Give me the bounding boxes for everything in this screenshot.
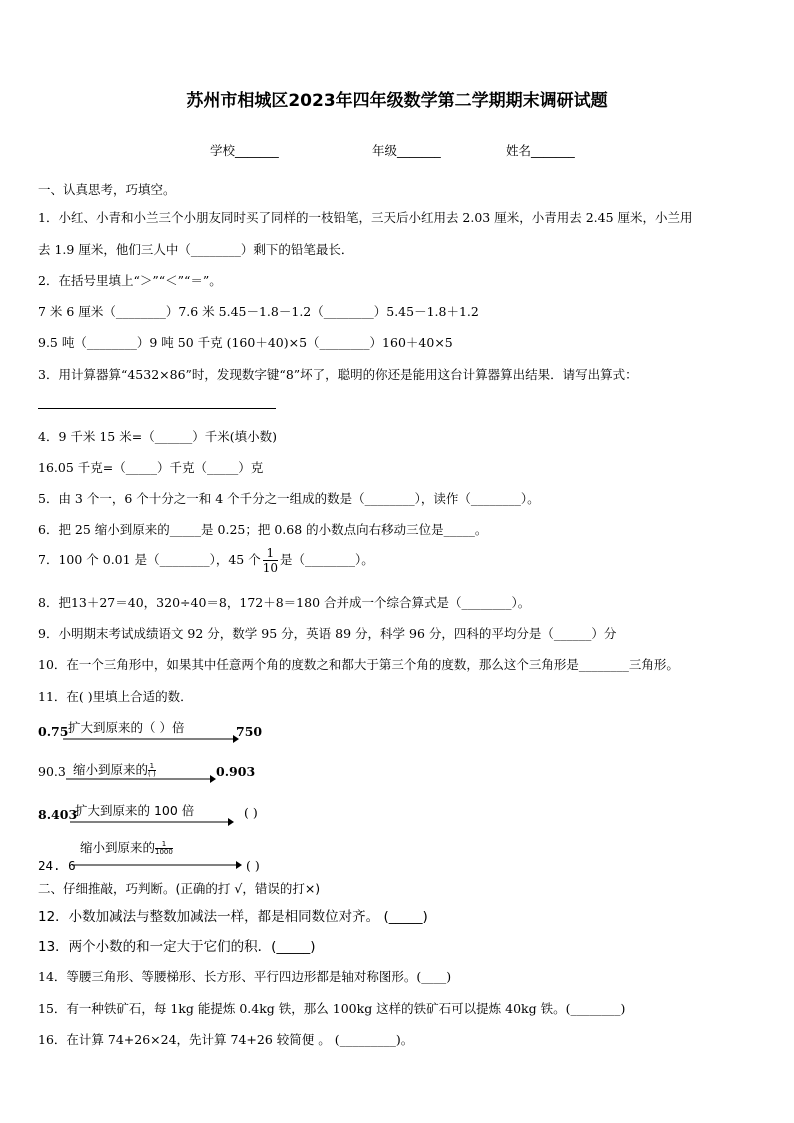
question-15: 15．有一种铁矿石，每 1kg 能提炼 0.4kg 铁，那么 100kg 这样的铁矿石可以提炼 40kg 铁。(________) [38,1001,626,1016]
school-field: 学校_______ [210,143,279,158]
name-field: 姓名_______ [506,143,575,158]
question-1-line-1: 1．小红、小青和小兰三个小朋友同时买了同样的一枝铅笔，三天后小红用去 2.03 厘米，小青用去 2.45 厘米，小兰用 [38,210,693,225]
arrow-1-icon [63,735,238,745]
question-2-row-2: 9.5 吨（________）9 吨 50 千克 (160＋40)×5（________）160＋40×5 [38,335,453,350]
arrow-2-fraction-num: 1 [149,762,155,770]
question-7-part-2: 是（________）。 [279,552,374,567]
question-12: 12．小数加减法与整数加减法一样，都是相同数位对齐。 (_____) [38,909,428,925]
question-13: 13．两个小数的和一定大于它们的积．(_____) [38,939,316,955]
arrow-4-label [80,838,173,856]
question-4-line-2: 16.05 千克=（_____）千克（_____）克 [38,460,264,475]
arrow-4-icon [72,861,247,871]
question-10: 10．在一个三角形中，如果其中任意两个角的度数之和都大于第三个角的度数，那么这个三角形是________三角形。 [38,657,679,672]
section-heading-1: 一、认真思考，巧填空。 [38,182,176,197]
question-2-row-1: 7 米 6 厘米（________）7.6 米 5.45－1.8－1.2（________）5.45－1.8＋1.2 [38,304,479,319]
grade-field: 年级_______ [372,143,441,158]
arrow-4-fraction [155,841,173,856]
arrow-4-to: ( ) [246,858,260,873]
arrow-4-label-text: 缩小到原来的 [80,840,156,855]
question-5: 5．由 3 个一，6 个十分之一和 4 个千分之一组成的数是（________），读作（________）。 [38,491,540,506]
arrow-2-fraction-den: ( ) [148,770,156,778]
question-7-part-1: 7．100 个 0.01 是（________），45 个 [38,552,261,567]
arrow-3-to: ( ) [244,805,258,820]
question-9: 9．小明期末考试成绩语文 92 分，数学 95 分，英语 89 分，科学 96 分，四科的平均分是（______）分 [38,626,617,641]
arrow-4-fraction-num: 1 [155,841,173,849]
arrow-3-from: 8.403 [38,807,78,822]
fraction [263,547,278,574]
arrow-2-label-text: 缩小到原来的 [73,762,149,777]
question-3: 3．用计算器算“4532×86”时，发现数字键“8”坏了，聪明的你还是能用这台计算器算出结果．请写出算式： [38,367,638,382]
question-1-line-2: 去 1.9 厘米，他们三人中（________）剩下的铅笔最长． [38,242,354,257]
arrow-2-to: 0.903 [216,764,256,779]
arrow-4-fraction-den: 1000 [155,848,173,856]
question-6: 6．把 25 缩小到原来的_____是 0.25；把 0.68 的小数点向右移动三位是_____。 [38,522,488,537]
question-16: 16．在计算 74+26×24，先计算 74+26 较简便 。 (_________)。 [38,1032,414,1047]
arrow-4-from: 24. 6 [38,858,76,873]
arrow-3-icon [70,818,240,828]
question-2: 2．在括号里填上“＞”“＜”“＝”。 [38,273,222,288]
fraction-denominator: 10 [262,561,278,575]
section-heading-2: 二、仔细推敲，巧判断。(正确的打 √，错误的打×) [38,881,321,896]
arrow-2-from: 90.3 [38,764,66,779]
page-title: 苏州市相城区2023年四年级数学第二学期期末调研试题 [186,91,608,111]
question-7 [38,547,374,574]
question-8: 8．把13＋27＝40，320÷40＝8，172＋8＝180 合并成一个综合算式是（________）。 [38,595,531,610]
arrow-3-label: 扩大到原来的 100 倍 [75,803,195,818]
question-14: 14．等腰三角形、等腰梯形、长方形、平行四边形都是轴对称图形。(____) [38,969,452,984]
arrow-2-icon [66,775,216,785]
fraction-numerator: 1 [263,547,278,561]
question-11: 11．在( )里填上合适的数． [38,689,193,704]
arrow-1-from: 0.75 [38,724,69,739]
arrow-1-label: 扩大到原来的（ ）倍 [68,720,185,735]
arrow-1-to: 750 [236,724,263,739]
question-4-line-1: 4．9 千米 15 米=（______）千米(填小数) [38,429,277,444]
answer-line [38,408,276,409]
